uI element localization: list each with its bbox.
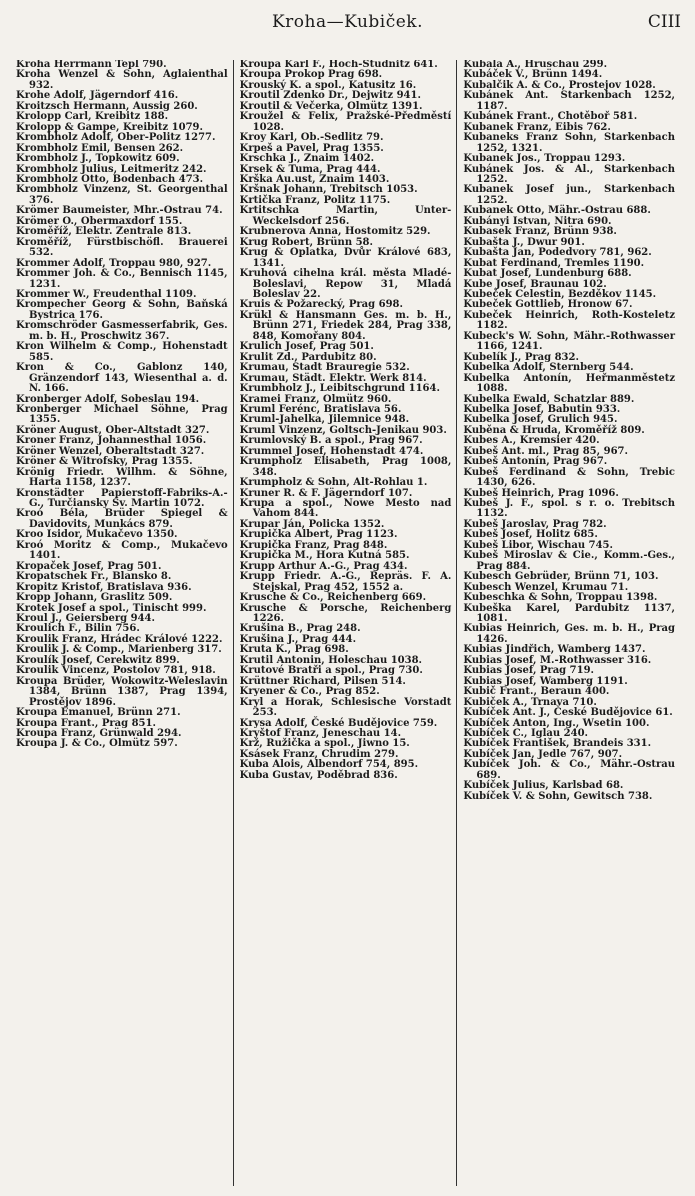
directory-entry: Kubelka Ewald, Schatzlar 889. bbox=[463, 393, 635, 405]
directory-entry: Krulich Josef, Prag 501. bbox=[239, 341, 374, 353]
directory-entry: Krug & Oplatka, Dvůr Králové 683, 1341. bbox=[239, 247, 452, 269]
directory-entry: Kubašta J., Dwur 901. bbox=[463, 236, 585, 248]
directory-entry: Kruml Vinzenz, Goltsch-Jenikau 903. bbox=[239, 424, 447, 436]
directory-entry: Kubeček Gottlieb, Hronow 67. bbox=[463, 299, 633, 311]
directory-entry: Kruml-Jahelka, Jilemnice 948. bbox=[239, 414, 410, 426]
directory-entry: Kroužel & Felix, Pražské-Předměstí 1028. bbox=[239, 111, 452, 133]
directory-entry: Kubányi Istvan, Nitra 690. bbox=[463, 215, 612, 227]
directory-entry: Kron Wilhelm & Comp., Hohenstadt 585. bbox=[16, 341, 228, 363]
directory-entry: Kropaček Josef, Prag 501. bbox=[16, 560, 162, 572]
directory-entry: Kršnak Johann, Trebitsch 1053. bbox=[239, 184, 418, 196]
directory-entry: Krška Au.ust, Znaim 1403. bbox=[239, 173, 390, 185]
directory-entry: Kroupa Franz, Grünwald 294. bbox=[16, 728, 182, 739]
directory-entry: Kropp Johann, Graslitz 509. bbox=[16, 592, 173, 604]
directory-entry: Kroitzsch Hermann, Aussig 260. bbox=[16, 100, 198, 112]
directory-entry: Kubias Josef, Wamberg 1191. bbox=[463, 675, 628, 687]
directory-entry: Kroo Isidor, Mukačevo 1350. bbox=[16, 529, 178, 541]
directory-entry: Kruml Ferénc, Bratislava 56. bbox=[239, 403, 402, 415]
directory-entry: Krschka J., Znaim 1402. bbox=[239, 153, 375, 165]
directory-entry: Kubeš Ant. ml., Prag 85, 967. bbox=[463, 445, 628, 457]
directory-entry: Krupička M., Hora Kutná 585. bbox=[239, 550, 410, 562]
directory-entry: Krombholz Julius, Leitmeritz 242. bbox=[16, 163, 207, 175]
directory-entry: Krug Robert, Brünn 58. bbox=[239, 236, 373, 248]
directory-entry: Krusche & Porsche, Reichenberg 1226. bbox=[239, 602, 452, 625]
directory-entry: Kubeš J. F., spol. s r. o. Trebitsch 1132. bbox=[463, 498, 676, 520]
directory-entry: Kropatschek Fr., Blansko 8. bbox=[16, 571, 172, 583]
directory-entry: Kubias Josef, Prag 719. bbox=[463, 665, 595, 677]
directory-entry: Kubeš Libor, Wischau 745. bbox=[463, 539, 613, 551]
directory-entry: Kubelka Josef, Grulich 945. bbox=[463, 414, 618, 426]
directory-entry: Kramei Franz, Olmütz 960. bbox=[239, 393, 392, 405]
directory-entry: Krupp Friedr. A.-G., Repräs. F. A. Stejskal, Prag 452, 1552 a. bbox=[239, 571, 452, 593]
directory-entry: Kubeš Ferdinand & Sohn, Trebic 1430, 626. bbox=[463, 466, 676, 489]
directory-entry: Krumbholz J., Leibitschgrund 1164. bbox=[239, 383, 440, 395]
directory-entry: Krutové Bratři a spol., Prag 730. bbox=[239, 665, 423, 677]
directory-entry: Krulit Zd., Pardubitz 80. bbox=[239, 351, 377, 363]
directory-entry: Kröner & Witrofsky, Prag 1355. bbox=[16, 456, 193, 468]
column-2 bbox=[233, 60, 457, 1186]
directory-entry: Kroupa Emanuel, Brünn 271. bbox=[16, 707, 181, 719]
directory-entry: Kubanek Franz, Eibis 762. bbox=[463, 121, 611, 133]
directory-entry: Krommer Joh. & Co., Bennisch 1145, 1231. bbox=[16, 268, 228, 290]
directory-entry: Krž, Ružička a spol., Jiwno 15. bbox=[239, 738, 410, 750]
directory-entry: Kroutil Zdenko Dr., Dejwitz 941. bbox=[239, 90, 421, 102]
directory-entry: Kubíček Joh. & Co., Mähr.-Ostrau 689. bbox=[463, 759, 676, 781]
directory-entry: Kroulik Franz, Hrádec Králové 1222. bbox=[16, 633, 223, 645]
page-number: CIII bbox=[647, 12, 681, 32]
directory-entry: Krömer O., Obermaxdorf 155. bbox=[16, 215, 183, 227]
directory-entry: Kubašta Jan, Podedvory 781, 962. bbox=[463, 247, 652, 259]
directory-entry: Kronstädter Papierstoff-Fabriks-A.-G., Turčiansky Sv. Martin 1072. bbox=[16, 487, 228, 510]
directory-entry: Kromschröder Gasmesserfabrik, Ges. m. b. H., Proschwitz 367. bbox=[16, 320, 228, 342]
directory-entry: Kubeck's W. Sohn, Mähr.-Rothwasser 1166, 1241. bbox=[463, 330, 676, 353]
directory-entry: Kubíček Ant. J., České Budějovice 61. bbox=[463, 707, 673, 719]
directory-entry: Krtička Franz, Politz 1175. bbox=[239, 194, 391, 206]
directory-entry: Kroupa J. & Co., Olmütz 597. bbox=[16, 738, 178, 750]
directory-entry: Kronberger Michael Söhne, Prag 1355. bbox=[16, 403, 228, 426]
directory-entry: Kubes A., Kremsier 420. bbox=[463, 435, 600, 447]
directory-entry: Krsek & Tuma, Prag 444. bbox=[239, 163, 381, 175]
directory-entry: Krükl & Hansmann Ges. m. b. H., Brünn 271, Friedek 284, Prag 338, 848, Komořany 804. bbox=[239, 309, 452, 342]
directory-entry: Krommer W., Freudenthal 1109. bbox=[16, 288, 197, 300]
directory-entry: Krombholz Vinzenz, St. Georgenthal 376. bbox=[16, 184, 228, 206]
directory-entry: Kubeš Antonín, Prag 967. bbox=[463, 456, 608, 468]
directory-entry: Krummel Josef, Hohenstadt 474. bbox=[239, 445, 424, 457]
directory-entry: Kron & Co., Gablonz 140, Gränzendorf 143, Wiesenthal a. d. N. 166. bbox=[16, 362, 228, 395]
directory-entry: Kubíček Anton, Ing., Wsetin 100. bbox=[463, 717, 650, 729]
directory-entry: Kubánek Frant., Chotěboř 581. bbox=[463, 111, 638, 123]
directory-entry: Kubánek Ant. Starkenbach 1252, 1187. bbox=[463, 90, 676, 112]
directory-entry: Kubasek Franz, Brünn 938. bbox=[463, 226, 617, 238]
directory-entry: Kubanek Jos., Troppau 1293. bbox=[463, 153, 626, 165]
directory-entry: Krušina B., Prag 248. bbox=[239, 623, 361, 635]
directory-entry: Kuběna & Hruda, Kroměříž 809. bbox=[463, 424, 645, 436]
directory-entry: Kubelka Josef, Babutin 933. bbox=[463, 403, 621, 415]
directory-entry: Krtitschka Martin, Unter-Weckelsdorf 256. bbox=[239, 205, 452, 227]
directory-entry: Kruta K., Prag 698. bbox=[239, 644, 349, 656]
column-1 bbox=[16, 60, 233, 1186]
directory-entry: Kroó Moritz & Comp., Mukačevo 1401. bbox=[16, 539, 228, 562]
directory-entry: Kroulik J. & Comp., Marienberg 317. bbox=[16, 644, 222, 656]
directory-entry: Krotek Josef a spol., Tinischt 999. bbox=[16, 602, 207, 614]
directory-entry: Kubias Heinrich, Ges. m. b. H., Prag 1426. bbox=[463, 623, 676, 645]
directory-entry: Krohe Adolf, Jägerndorf 416. bbox=[16, 90, 179, 102]
directory-entry: Krumlovský B. a spol., Prag 967. bbox=[239, 435, 423, 447]
directory-entry: Kroulík Josef, Cerekwitz 899. bbox=[16, 654, 180, 666]
directory-entry: Kroutil & Večerka, Olmütz 1391. bbox=[239, 100, 423, 112]
directory-entry: Krombholz J., Topkowitz 609. bbox=[16, 153, 180, 165]
directory-entry: Krpeš a Pavel, Prag 1355. bbox=[239, 142, 384, 154]
directory-entry: Krusche & Co., Reichenberg 669. bbox=[239, 592, 427, 604]
directory-entry: Krupička Albert, Prag 1123. bbox=[239, 529, 398, 541]
directory-entry: Krolopp & Gampe, Kreibitz 1079. bbox=[16, 121, 203, 133]
directory-entry: Kroupa Karl F., Hoch-Studnitz 641. bbox=[239, 60, 438, 70]
directory-entry: Kubalčik A. & Co., Prostejov 1028. bbox=[463, 79, 656, 91]
directory-entry: Kryl a Horak, Schlesische Vorstadt 253. bbox=[239, 696, 452, 719]
directory-entry: Kroha Wenzel & Sohn, Aglaienthal 932. bbox=[16, 69, 228, 91]
directory-entry: Krubnerova Anna, Hostomitz 529. bbox=[239, 226, 431, 238]
directory-entry: Krombholz Emil, Bensen 262. bbox=[16, 142, 184, 154]
directory-entry: Kroul J., Geiersberg 944. bbox=[16, 613, 155, 625]
directory-entry: Kroupa Frant., Prag 851. bbox=[16, 717, 156, 729]
directory-entry: Kubáček V., Brünn 1494. bbox=[463, 69, 603, 81]
directory-entry: Krutil Antonin, Holeschau 1038. bbox=[239, 654, 423, 666]
directory-entry: Krušina J., Prag 444. bbox=[239, 633, 357, 645]
directory-entry: Kubat Ferdinand, Tremles 1190. bbox=[463, 257, 645, 269]
directory-entry: Kubíček Jan, Jedle 767, 907. bbox=[463, 748, 623, 760]
directory-entry: Kubanek Josef jun., Starkenbach 1252. bbox=[463, 184, 676, 206]
directory-entry: Kubič Frant., Beraun 400. bbox=[463, 686, 610, 698]
directory-entry: Kubias Josef, M.-Rothwasser 316. bbox=[463, 654, 652, 666]
directory-entry: Kube Josef, Braunau 102. bbox=[463, 278, 607, 290]
directory-entry: Kubelka Adolf, Sternberg 544. bbox=[463, 362, 634, 374]
directory-entry: Kubelík J., Prag 832. bbox=[463, 351, 579, 363]
directory-entry: Krupička Franz, Prag 848. bbox=[239, 539, 388, 551]
directory-entry: Kroupa Brüder, Wokowitz-Weleslavin 1384, Brünn 1387, Prag 1394, Prostějov 1896. bbox=[16, 675, 228, 708]
directory-entry: Krupar Ján, Policka 1352. bbox=[239, 518, 385, 530]
directory-entry: Ksásek Franz, Chrudim 279. bbox=[239, 748, 399, 760]
directory-entry: Krönig Friedr. Wilhm. & Söhne, Harta 1158, 1237. bbox=[16, 466, 228, 489]
directory-entry: Kroy Karl, Ob.-Sedlitz 79. bbox=[239, 132, 384, 144]
directory-entry: Kubiček A., Trnava 710. bbox=[463, 696, 597, 708]
directory-entry: Kubíček František, Brandeis 331. bbox=[463, 738, 652, 750]
directory-entry: Kubeš Heinrich, Prag 1096. bbox=[463, 487, 619, 499]
directory-entry: Kubíček Julius, Karlsbad 68. bbox=[463, 780, 624, 792]
directory-entry: Kubeš Jaroslav, Prag 782. bbox=[463, 518, 607, 530]
directory-entry: Krumau, Städt. Elektr. Werk 814. bbox=[239, 372, 427, 384]
directory-entry: Kröner August, Ober-Altstadt 327. bbox=[16, 424, 210, 436]
directory-entry: Kruhová cihelna král. města Mladé-Boleslavi, Repow 31, Mladá Boleslav 22. bbox=[239, 268, 452, 300]
directory-entry: Kryštof Franz, Jeneschau 14. bbox=[239, 728, 402, 739]
directory-entry: Krompecher Georg & Sohn, Baňská Bystrica 176. bbox=[16, 299, 228, 321]
directory-entry: Krysa Adolf, České Budějovice 759. bbox=[239, 717, 438, 729]
directory-entry: Kubanek Otto, Mähr.-Ostrau 688. bbox=[463, 205, 651, 217]
directory-entry: Kruis & Požarecký, Prag 698. bbox=[239, 299, 403, 311]
directory-entry: Kubias Jindřich, Wamberg 1437. bbox=[463, 644, 646, 656]
directory-entry: Krupp Arthur A.-G., Prag 434. bbox=[239, 560, 408, 572]
directory-entry: Kuba Alois, Albendorf 754, 895. bbox=[239, 759, 419, 771]
directory-entry: Kubeček Heinrich, Roth-Kosteletz 1182. bbox=[463, 309, 676, 332]
directory-entry: Kubeška Karel, Pardubitz 1137, 1081. bbox=[463, 602, 676, 625]
directory-entry: Kubelka Antonín, Heřmanměstetz 1088. bbox=[463, 372, 676, 395]
directory-entry: Krombholz Adolf, Ober-Politz 1277. bbox=[16, 132, 216, 144]
page-title: Kroha—Kubiček. bbox=[271, 12, 424, 32]
directory-entry: Kronberger Adolf, Sobeslau 194. bbox=[16, 393, 200, 405]
column-3 bbox=[456, 60, 680, 1186]
directory-entry: Kropitz Kristof, Bratislava 936. bbox=[16, 581, 192, 593]
directory-entry: Kroner Franz, Johannesthal 1056. bbox=[16, 435, 207, 447]
directory-entry: Krumpholz & Sohn, Alt-Rohlau 1. bbox=[239, 477, 428, 489]
directory-entry: Kubíček C., Iglau 240. bbox=[463, 728, 589, 739]
directory-entry: Krupa a spol., Nowe Mesto nad Vahom 844. bbox=[239, 498, 452, 520]
directory-entry: Kruner R. & F. Jägerndorf 107. bbox=[239, 487, 413, 499]
directory-entry: Kroulik Vincenz, Postolov 781, 918. bbox=[16, 665, 216, 677]
page-header bbox=[0, 8, 695, 38]
directory-entry: Kroupa Prokop Prag 698. bbox=[239, 69, 383, 81]
directory-entry: Kubeček Celestin, Bezděkov 1145. bbox=[463, 288, 657, 300]
directory-entry: Kröner Wenzel, Oberaltstadt 327. bbox=[16, 445, 205, 457]
directory-entry: Kubeš Josef, Holitz 685. bbox=[463, 529, 598, 541]
directory-entry: Kroměříž, Fürstbischöfl. Brauerei 532. bbox=[16, 236, 228, 259]
directory-entry: Kryener & Co., Prag 852. bbox=[239, 686, 380, 698]
directory-entry: Krüttner Richard, Pilsen 514. bbox=[239, 675, 406, 687]
directory-entry: Kroulich F., Bilin 756. bbox=[16, 623, 140, 635]
directory-entry: Kubesch Wenzel, Krumau 71. bbox=[463, 581, 629, 593]
directory-entry: Kubeschka & Sohn, Troppau 1398. bbox=[463, 592, 658, 604]
directory-entry: Kubeš Miroslav & Cie., Komm.-Ges., Prag 884. bbox=[463, 550, 676, 572]
directory-entry: Krumpholz Elisabeth, Prag 1008, 348. bbox=[239, 456, 452, 478]
directory-entry: Kroó Béla, Brüder Spiegel & Davidovits, Munkács 879. bbox=[16, 508, 228, 530]
directory-entry: Krolopp Carl, Kreibitz 188. bbox=[16, 111, 169, 123]
directory-entry: Kubánek Jos. & Al., Starkenbach 1252. bbox=[463, 163, 676, 185]
directory-entry: Krumau, Stadt Brauregie 532. bbox=[239, 362, 410, 374]
directory-entry: Kuba Gustav, Poděbrad 836. bbox=[239, 769, 398, 781]
directory-entry: Krommer Adolf, Troppau 980, 927. bbox=[16, 257, 212, 269]
directory-entry: Kubíček V. & Sohn, Gewitsch 738. bbox=[463, 790, 653, 802]
directory-entry: Kubala A., Hruschau 299. bbox=[463, 60, 608, 70]
directory-entry: Kroha Herrmann Tepl 790. bbox=[16, 60, 167, 70]
directory-columns bbox=[16, 60, 680, 1186]
directory-entry: Kubaneks Franz Sohn, Starkenbach 1252, 1321. bbox=[463, 132, 676, 154]
directory-entry: Kubat Josef, Lundenburg 688. bbox=[463, 268, 632, 280]
directory-entry: Kroměříž, Elektr. Zentrale 813. bbox=[16, 226, 192, 238]
directory-entry: Krombholz Otto, Bodenbach 473. bbox=[16, 173, 204, 185]
directory-entry: Krömer Baumeister, Mhr.-Ostrau 74. bbox=[16, 205, 223, 217]
directory-entry: Krouský K. a spol., Katusitz 16. bbox=[239, 79, 417, 91]
directory-entry: Kubesch Gebrüder, Brünn 71, 103. bbox=[463, 571, 659, 583]
